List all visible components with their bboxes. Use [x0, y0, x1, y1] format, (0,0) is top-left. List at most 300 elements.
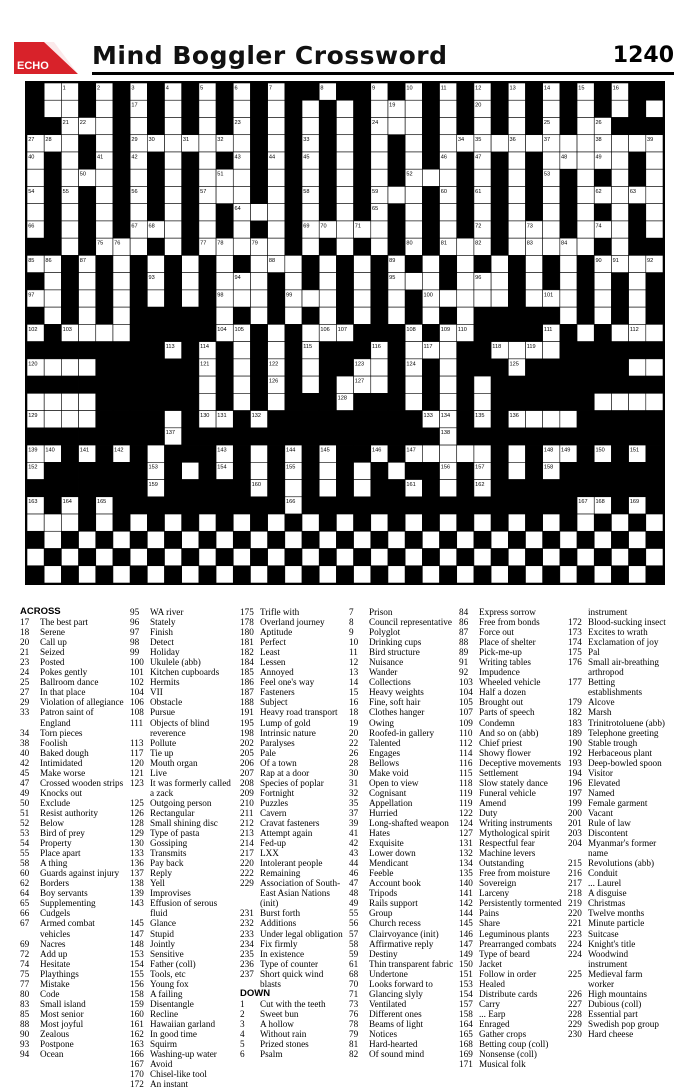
grid-cell[interactable] [96, 117, 113, 134]
grid-cell[interactable] [165, 514, 182, 531]
grid-cell[interactable] [371, 376, 388, 393]
grid-cell[interactable] [44, 273, 61, 290]
grid-cell[interactable] [268, 100, 285, 117]
grid-cell[interactable] [354, 255, 371, 272]
grid-cell[interactable] [629, 273, 646, 290]
grid-cell[interactable] [199, 152, 216, 169]
grid-cell[interactable] [336, 100, 353, 117]
grid-cell[interactable] [216, 531, 233, 548]
grid-cell[interactable] [611, 100, 628, 117]
grid-cell[interactable] [182, 462, 199, 479]
grid-cell[interactable] [182, 566, 199, 583]
grid-cell[interactable] [440, 117, 457, 134]
grid-cell[interactable] [113, 566, 130, 583]
grid-cell[interactable] [199, 221, 216, 238]
grid-cell[interactable] [474, 204, 491, 221]
grid-cell[interactable] [405, 549, 422, 566]
grid-cell[interactable] [629, 531, 646, 548]
grid-cell[interactable] [44, 531, 61, 548]
grid-cell[interactable] [577, 204, 594, 221]
grid-cell[interactable] [96, 169, 113, 186]
grid-cell[interactable] [388, 531, 405, 548]
grid-cell[interactable] [27, 514, 44, 531]
grid-cell[interactable] [611, 204, 628, 221]
grid-cell[interactable] [61, 152, 78, 169]
grid-cell[interactable] [508, 342, 525, 359]
grid-cell[interactable] [474, 290, 491, 307]
grid-cell[interactable] [233, 290, 250, 307]
grid-cell[interactable] [216, 307, 233, 324]
grid-cell[interactable] [543, 342, 560, 359]
grid-cell[interactable] [79, 307, 96, 324]
grid-cell[interactable] [354, 531, 371, 548]
grid-cell[interactable] [508, 204, 525, 221]
grid-cell[interactable] [96, 514, 113, 531]
grid-cell[interactable] [405, 204, 422, 221]
grid-cell[interactable] [543, 549, 560, 566]
grid-cell[interactable] [165, 204, 182, 221]
grid-cell[interactable] [165, 186, 182, 203]
grid-cell[interactable] [629, 393, 646, 410]
grid-cell[interactable] [233, 100, 250, 117]
grid-cell[interactable] [525, 135, 542, 152]
grid-cell[interactable] [646, 186, 663, 203]
grid-cell[interactable] [61, 238, 78, 255]
grid-cell[interactable] [44, 514, 61, 531]
grid-cell[interactable] [268, 186, 285, 203]
grid-cell[interactable] [79, 273, 96, 290]
grid-cell[interactable] [130, 514, 147, 531]
grid-cell[interactable] [405, 100, 422, 117]
grid-cell[interactable] [440, 359, 457, 376]
grid-cell[interactable] [199, 393, 216, 410]
grid-cell[interactable] [165, 100, 182, 117]
grid-cell[interactable] [560, 273, 577, 290]
grid-cell[interactable] [336, 376, 353, 393]
grid-cell[interactable] [165, 238, 182, 255]
grid-cell[interactable] [302, 290, 319, 307]
grid-cell[interactable] [611, 324, 628, 341]
grid-cell[interactable] [405, 152, 422, 169]
grid-cell[interactable] [508, 238, 525, 255]
grid-cell[interactable] [233, 135, 250, 152]
grid-cell[interactable] [61, 169, 78, 186]
grid-cell[interactable] [285, 566, 302, 583]
grid-cell[interactable] [319, 273, 336, 290]
grid-cell[interactable] [457, 273, 474, 290]
grid-cell[interactable] [319, 255, 336, 272]
grid-cell[interactable] [113, 531, 130, 548]
grid-cell[interactable] [268, 393, 285, 410]
grid-cell[interactable] [147, 290, 164, 307]
grid-cell[interactable] [233, 549, 250, 566]
grid-cell[interactable] [422, 273, 439, 290]
grid-cell[interactable] [525, 290, 542, 307]
grid-cell[interactable] [577, 238, 594, 255]
grid-cell[interactable] [44, 359, 61, 376]
grid-cell[interactable] [405, 117, 422, 134]
grid-cell[interactable] [199, 376, 216, 393]
grid-cell[interactable] [525, 273, 542, 290]
crossword-grid[interactable] [25, 81, 665, 585]
grid-cell[interactable] [457, 566, 474, 583]
grid-cell[interactable] [44, 566, 61, 583]
grid-cell[interactable] [96, 221, 113, 238]
grid-cell[interactable] [268, 514, 285, 531]
grid-cell[interactable] [474, 376, 491, 393]
grid-cell[interactable] [611, 152, 628, 169]
grid-cell[interactable] [440, 549, 457, 566]
grid-cell[interactable] [61, 135, 78, 152]
grid-cell[interactable] [319, 566, 336, 583]
grid-cell[interactable] [165, 135, 182, 152]
grid-cell[interactable] [27, 549, 44, 566]
grid-cell[interactable] [44, 290, 61, 307]
grid-cell[interactable] [354, 290, 371, 307]
grid-cell[interactable] [44, 100, 61, 117]
grid-cell[interactable] [336, 117, 353, 134]
grid-cell[interactable] [336, 135, 353, 152]
grid-cell[interactable] [525, 255, 542, 272]
grid-cell[interactable] [440, 221, 457, 238]
grid-cell[interactable] [457, 238, 474, 255]
grid-cell[interactable] [646, 359, 663, 376]
grid-cell[interactable] [594, 566, 611, 583]
grid-cell[interactable] [285, 307, 302, 324]
grid-cell[interactable] [577, 152, 594, 169]
grid-cell[interactable] [611, 169, 628, 186]
grid-cell[interactable] [560, 135, 577, 152]
grid-cell[interactable] [405, 186, 422, 203]
grid-cell[interactable] [371, 549, 388, 566]
grid-cell[interactable] [405, 273, 422, 290]
grid-cell[interactable] [319, 307, 336, 324]
grid-cell[interactable] [491, 290, 508, 307]
grid-cell[interactable] [543, 411, 560, 428]
grid-cell[interactable] [96, 549, 113, 566]
grid-cell[interactable] [525, 566, 542, 583]
grid-cell[interactable] [629, 359, 646, 376]
grid-cell[interactable] [388, 462, 405, 479]
grid-cell[interactable] [646, 324, 663, 341]
grid-cell[interactable] [336, 514, 353, 531]
grid-cell[interactable] [354, 273, 371, 290]
grid-cell[interactable] [354, 307, 371, 324]
grid-cell[interactable] [147, 255, 164, 272]
grid-cell[interactable] [96, 135, 113, 152]
grid-cell[interactable] [388, 566, 405, 583]
grid-cell[interactable] [508, 117, 525, 134]
grid-cell[interactable] [405, 376, 422, 393]
grid-cell[interactable] [165, 117, 182, 134]
grid-cell[interactable] [388, 186, 405, 203]
grid-cell[interactable] [285, 255, 302, 272]
grid-cell[interactable] [525, 531, 542, 548]
grid-cell[interactable] [508, 462, 525, 479]
grid-cell[interactable] [560, 531, 577, 548]
grid-cell[interactable] [474, 549, 491, 566]
grid-cell[interactable] [250, 255, 267, 272]
grid-cell[interactable] [474, 445, 491, 462]
grid-cell[interactable] [130, 204, 147, 221]
grid-cell[interactable] [27, 169, 44, 186]
grid-cell[interactable] [577, 100, 594, 117]
grid-cell[interactable] [199, 100, 216, 117]
grid-cell[interactable] [611, 238, 628, 255]
grid-cell[interactable] [422, 307, 439, 324]
grid-cell[interactable] [302, 359, 319, 376]
grid-cell[interactable] [302, 100, 319, 117]
grid-cell[interactable] [130, 549, 147, 566]
grid-cell[interactable] [646, 221, 663, 238]
grid-cell[interactable] [440, 514, 457, 531]
grid-cell[interactable] [646, 100, 663, 117]
grid-cell[interactable] [371, 135, 388, 152]
grid-cell[interactable] [61, 221, 78, 238]
grid-cell[interactable] [96, 100, 113, 117]
grid-cell[interactable] [560, 290, 577, 307]
grid-cell[interactable] [336, 221, 353, 238]
grid-cell[interactable] [113, 324, 130, 341]
grid-cell[interactable] [594, 393, 611, 410]
grid-cell[interactable] [233, 221, 250, 238]
grid-cell[interactable] [268, 221, 285, 238]
grid-cell[interactable] [113, 290, 130, 307]
grid-cell[interactable] [216, 255, 233, 272]
grid-cell[interactable] [199, 117, 216, 134]
grid-cell[interactable] [268, 324, 285, 341]
grid-cell[interactable] [508, 514, 525, 531]
grid-cell[interactable] [233, 393, 250, 410]
grid-cell[interactable] [611, 221, 628, 238]
grid-cell[interactable] [422, 255, 439, 272]
grid-cell[interactable] [233, 342, 250, 359]
grid-cell[interactable] [216, 186, 233, 203]
grid-cell[interactable] [302, 514, 319, 531]
grid-cell[interactable] [96, 324, 113, 341]
grid-cell[interactable] [474, 514, 491, 531]
grid-cell[interactable] [371, 221, 388, 238]
grid-cell[interactable] [79, 324, 96, 341]
grid-cell[interactable] [491, 566, 508, 583]
grid-cell[interactable] [560, 255, 577, 272]
grid-cell[interactable] [250, 290, 267, 307]
grid-cell[interactable] [422, 566, 439, 583]
grid-cell[interactable] [79, 531, 96, 548]
grid-cell[interactable] [491, 255, 508, 272]
grid-cell[interactable] [440, 445, 457, 462]
grid-cell[interactable] [61, 549, 78, 566]
grid-cell[interactable] [233, 238, 250, 255]
grid-cell[interactable] [268, 204, 285, 221]
grid-cell[interactable] [371, 100, 388, 117]
grid-cell[interactable] [250, 462, 267, 479]
grid-cell[interactable] [457, 255, 474, 272]
grid-cell[interactable] [113, 307, 130, 324]
grid-cell[interactable] [611, 186, 628, 203]
grid-cell[interactable] [113, 255, 130, 272]
grid-cell[interactable] [474, 393, 491, 410]
grid-cell[interactable] [285, 531, 302, 548]
grid-cell[interactable] [405, 342, 422, 359]
grid-cell[interactable] [405, 221, 422, 238]
grid-cell[interactable] [577, 117, 594, 134]
grid-cell[interactable] [405, 514, 422, 531]
grid-cell[interactable] [646, 393, 663, 410]
grid-cell[interactable] [61, 100, 78, 117]
grid-cell[interactable] [354, 480, 371, 497]
grid-cell[interactable] [354, 566, 371, 583]
grid-cell[interactable] [371, 514, 388, 531]
grid-cell[interactable] [577, 135, 594, 152]
grid-cell[interactable] [440, 169, 457, 186]
grid-cell[interactable] [250, 273, 267, 290]
grid-cell[interactable] [61, 204, 78, 221]
grid-cell[interactable] [440, 376, 457, 393]
grid-cell[interactable] [250, 445, 267, 462]
grid-cell[interactable] [371, 169, 388, 186]
grid-cell[interactable] [629, 135, 646, 152]
grid-cell[interactable] [44, 411, 61, 428]
grid-cell[interactable] [199, 549, 216, 566]
grid-cell[interactable] [543, 221, 560, 238]
grid-cell[interactable] [268, 135, 285, 152]
grid-cell[interactable] [285, 273, 302, 290]
grid-cell[interactable] [319, 290, 336, 307]
grid-cell[interactable] [440, 290, 457, 307]
grid-cell[interactable] [646, 514, 663, 531]
grid-cell[interactable] [61, 411, 78, 428]
grid-cell[interactable] [405, 135, 422, 152]
grid-cell[interactable] [491, 531, 508, 548]
grid-cell[interactable] [319, 462, 336, 479]
grid-cell[interactable] [182, 273, 199, 290]
grid-cell[interactable] [577, 186, 594, 203]
grid-cell[interactable] [508, 169, 525, 186]
grid-cell[interactable] [543, 514, 560, 531]
grid-cell[interactable] [182, 531, 199, 548]
grid-cell[interactable] [594, 273, 611, 290]
crossword-grid-svg[interactable] [27, 83, 663, 583]
grid-cell[interactable] [268, 342, 285, 359]
grid-cell[interactable] [147, 531, 164, 548]
grid-cell[interactable] [302, 549, 319, 566]
grid-cell[interactable] [165, 411, 182, 428]
grid-cell[interactable] [491, 273, 508, 290]
grid-cell[interactable] [27, 393, 44, 410]
grid-cell[interactable] [440, 135, 457, 152]
grid-cell[interactable] [44, 393, 61, 410]
grid-cell[interactable] [147, 445, 164, 462]
grid-cell[interactable] [113, 273, 130, 290]
grid-cell[interactable] [457, 445, 474, 462]
grid-cell[interactable] [491, 135, 508, 152]
grid-cell[interactable] [457, 307, 474, 324]
grid-cell[interactable] [560, 566, 577, 583]
grid-cell[interactable] [371, 238, 388, 255]
grid-cell[interactable] [422, 445, 439, 462]
grid-cell[interactable] [577, 549, 594, 566]
grid-cell[interactable] [268, 169, 285, 186]
grid-cell[interactable] [233, 186, 250, 203]
grid-cell[interactable] [96, 204, 113, 221]
grid-cell[interactable] [79, 566, 96, 583]
grid-cell[interactable] [543, 186, 560, 203]
grid-cell[interactable] [182, 290, 199, 307]
grid-cell[interactable] [147, 566, 164, 583]
grid-cell[interactable] [646, 152, 663, 169]
grid-cell[interactable] [250, 307, 267, 324]
grid-cell[interactable] [61, 393, 78, 410]
grid-cell[interactable] [508, 186, 525, 203]
grid-cell[interactable] [182, 255, 199, 272]
grid-cell[interactable] [216, 273, 233, 290]
grid-cell[interactable] [199, 135, 216, 152]
grid-cell[interactable] [302, 169, 319, 186]
grid-cell[interactable] [79, 411, 96, 428]
grid-cell[interactable] [233, 376, 250, 393]
grid-cell[interactable] [130, 169, 147, 186]
grid-cell[interactable] [611, 514, 628, 531]
grid-cell[interactable] [79, 359, 96, 376]
grid-cell[interactable] [336, 169, 353, 186]
grid-cell[interactable] [268, 549, 285, 566]
grid-cell[interactable] [560, 411, 577, 428]
grid-cell[interactable] [336, 238, 353, 255]
grid-cell[interactable] [508, 152, 525, 169]
grid-cell[interactable] [130, 117, 147, 134]
grid-cell[interactable] [577, 324, 594, 341]
grid-cell[interactable] [165, 152, 182, 169]
grid-cell[interactable] [577, 221, 594, 238]
grid-cell[interactable] [336, 204, 353, 221]
grid-cell[interactable] [543, 204, 560, 221]
grid-cell[interactable] [61, 514, 78, 531]
grid-cell[interactable] [629, 255, 646, 272]
grid-cell[interactable] [199, 169, 216, 186]
grid-cell[interactable] [79, 393, 96, 410]
grid-cell[interactable] [268, 238, 285, 255]
grid-cell[interactable] [543, 152, 560, 169]
grid-cell[interactable] [440, 393, 457, 410]
grid-cell[interactable] [474, 169, 491, 186]
grid-cell[interactable] [250, 566, 267, 583]
grid-cell[interactable] [44, 83, 61, 100]
grid-cell[interactable] [371, 152, 388, 169]
grid-cell[interactable] [165, 549, 182, 566]
grid-cell[interactable] [199, 204, 216, 221]
grid-cell[interactable] [336, 152, 353, 169]
grid-cell[interactable] [336, 186, 353, 203]
grid-cell[interactable] [233, 514, 250, 531]
grid-cell[interactable] [302, 376, 319, 393]
grid-cell[interactable] [336, 549, 353, 566]
grid-cell[interactable] [422, 169, 439, 186]
grid-cell[interactable] [250, 531, 267, 548]
grid-cell[interactable] [646, 169, 663, 186]
grid-cell[interactable] [577, 514, 594, 531]
grid-cell[interactable] [302, 324, 319, 341]
grid-cell[interactable] [165, 169, 182, 186]
grid-cell[interactable] [508, 549, 525, 566]
grid-cell[interactable] [130, 238, 147, 255]
grid-cell[interactable] [250, 204, 267, 221]
grid-cell[interactable] [388, 290, 405, 307]
grid-cell[interactable] [611, 549, 628, 566]
grid-cell[interactable] [302, 117, 319, 134]
grid-cell[interactable] [302, 204, 319, 221]
grid-cell[interactable] [440, 100, 457, 117]
